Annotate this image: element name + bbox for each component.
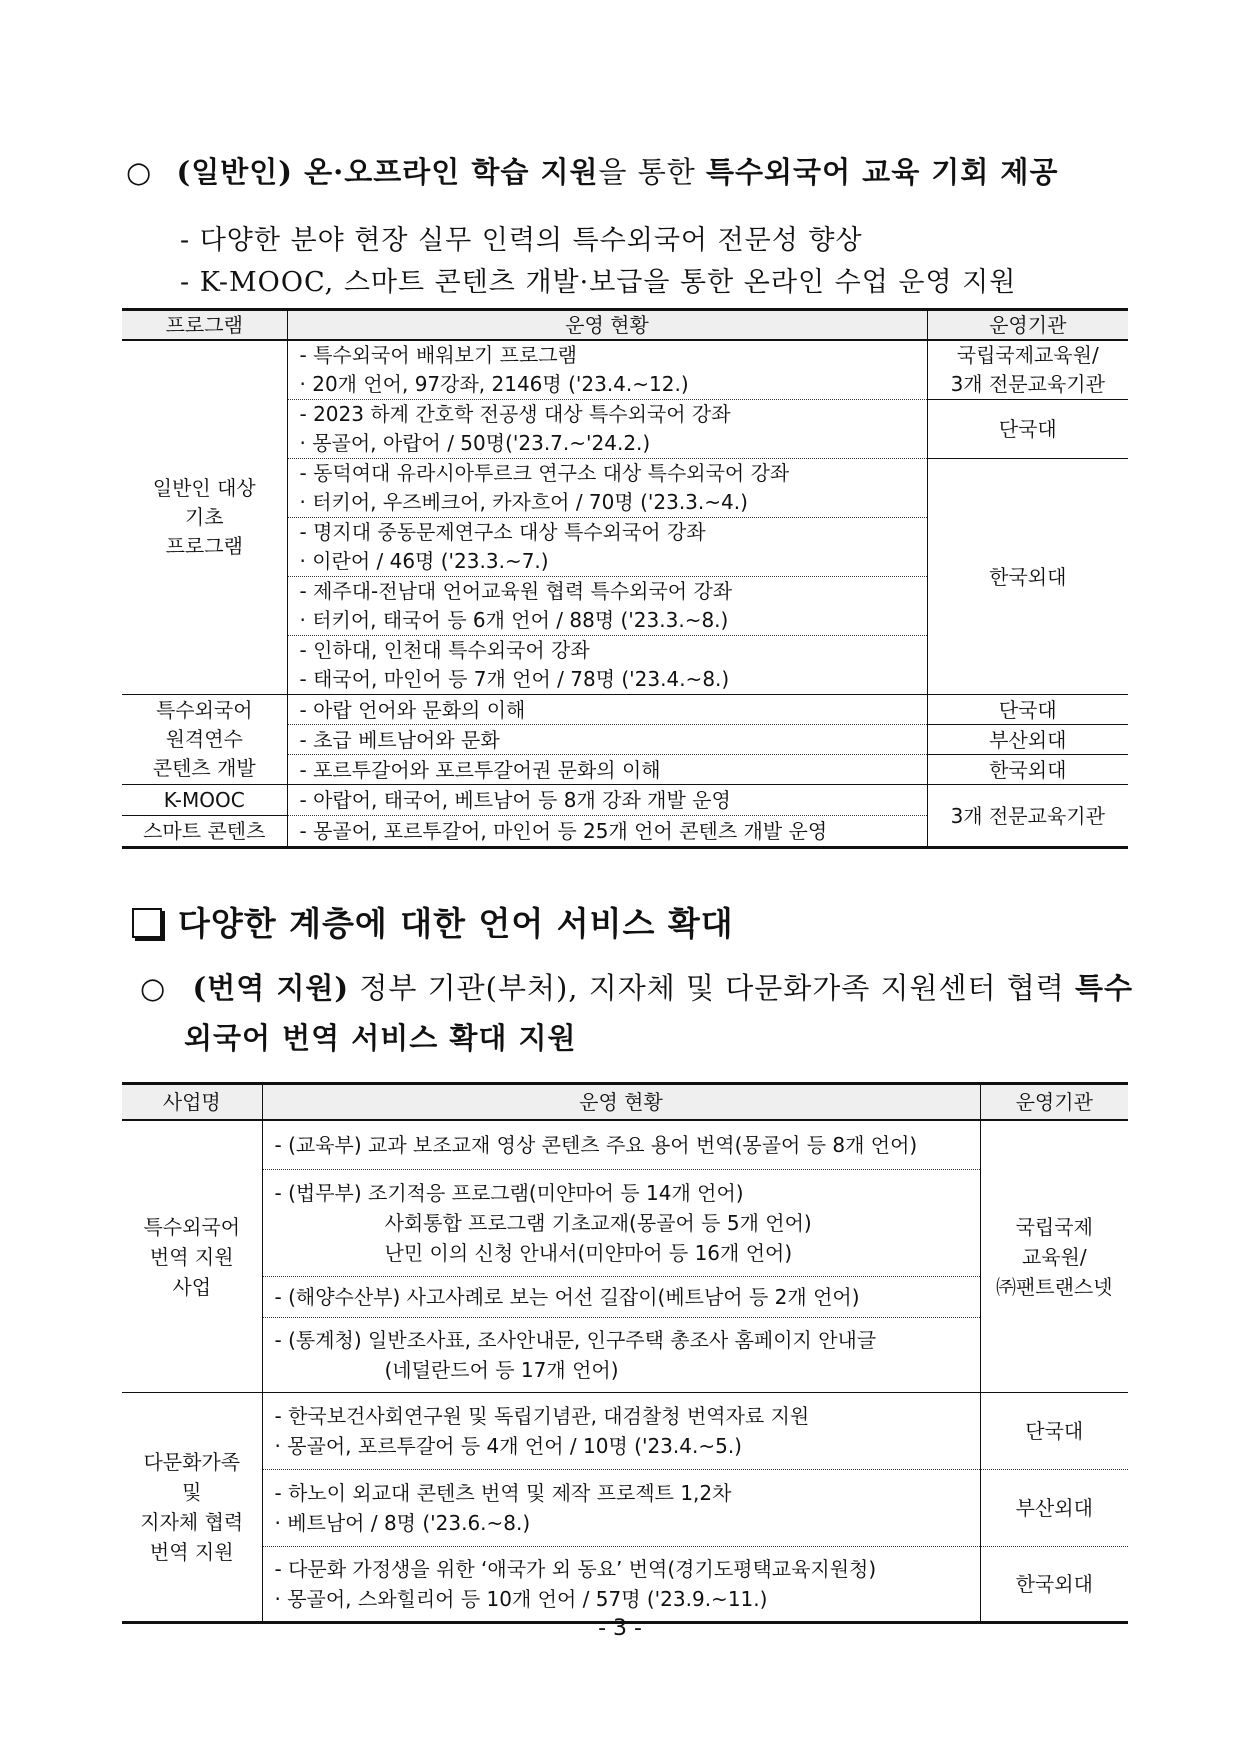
table-row: - 몽골어, 포르투갈어, 마인어 등 25개 언어 콘텐츠 개발 운영: [287, 816, 927, 848]
group-label-translation: 특수외국어 번역 지원 사업: [122, 1120, 262, 1393]
bullet-text: 을 통한: [598, 155, 707, 189]
program-table: [122, 308, 1128, 849]
page-number: - 3 -: [598, 1616, 642, 1641]
bullet-bold-2: 특수외국어 교육 기회 제공: [706, 155, 1059, 189]
org-cell: 부산외대: [927, 725, 1128, 755]
org-cell: 국립국제교육원/ 3개 전문교육기관: [927, 340, 1128, 400]
table-row: - 제주대-전남대 언어교육원 협력 특수외국어 강좌 · 터키어, 태국어 등 6개 언어 / 88명 ('23.3.~8.): [287, 577, 927, 636]
th-status: 운영 현황: [287, 310, 927, 341]
square-bullet-icon: [132, 908, 162, 938]
table-row: - 다문화 가정생을 위한 ‘애국가 외 동요’ 번역(경기도평택교육지원청) · 몽골어, 스와힐리어 등 10개 언어 / 57명 ('23.9.~11.): [262, 1547, 980, 1623]
org-cell: 3개 전문교육기관: [950, 803, 1105, 828]
section1-sub1: - 다양한 분야 현장 실무 인력의 특수외국어 전문성 향상: [180, 225, 863, 256]
org-cell: 단국대: [927, 695, 1128, 725]
org-cell: 한국외대: [927, 459, 1128, 695]
table-row: - 아랍어, 태국어, 베트남어 등 8개 강좌 개발 운영: [287, 785, 927, 816]
table-row: - 초급 베트남어와 문화: [287, 725, 927, 755]
org-cell: 부산외대: [980, 1470, 1128, 1547]
table-row: - (통계청) 일반조사표, 조사안내문, 인구주택 총조사 홈페이지 안내글 (네덜란드어 등 17개 언어): [262, 1318, 980, 1393]
th-status: 운영 현황: [262, 1084, 980, 1121]
bullet-marker: ○: [140, 971, 167, 1005]
table-row: - (해양수산부) 사고사례로 보는 어선 길잡이(베트남어 등 2개 언어): [262, 1277, 980, 1318]
table-row: - 아랍 언어와 문화의 이해: [287, 695, 927, 725]
smart-label: 스마트 콘텐츠: [122, 816, 287, 848]
org-cell: 국립국제 교육원/ ㈜팬트랜스넷: [980, 1120, 1128, 1393]
table-row: - 특수외국어 배워보기 프로그램 · 20개 언어, 97강좌, 2146명 ('23.4.~12.): [287, 340, 927, 400]
section1-sub2: - K-MOOC, 스마트 콘텐츠 개발·보급을 통한 온라인 수업 운영 지원: [180, 267, 1017, 298]
kmooc-label: K-MOOC: [122, 785, 287, 816]
table-row: - 하노이 외교대 콘텐츠 번역 및 제작 프로젝트 1,2차 · 베트남어 / 8명 ('23.6.~8.): [262, 1470, 980, 1547]
org-cell: 한국외대: [1015, 1572, 1093, 1596]
table-row: - 포르투갈어와 포르투갈어권 문화의 이해: [287, 755, 927, 785]
th-project: 사업명: [122, 1084, 262, 1121]
table-row: - 2023 하계 간호학 전공생 대상 특수외국어 강좌 · 몽골어, 아랍어 / 50명('23.7.~'24.2.): [287, 400, 927, 459]
table-row: - 동덕여대 유라시아투르크 연구소 대상 특수외국어 강좌 · 터키어, 우즈베크어, 카자흐어 / 70명 ('23.3.~4.): [287, 459, 927, 518]
section2-heading: 다양한 계층에 대한 언어 서비스 확대: [132, 898, 734, 945]
table-row: - 인하대, 인천대 특수외국어 강좌 - 태국어, 마인어 등 7개 언어 / 78명 ('23.4.~8.): [287, 636, 927, 695]
th-org: 운영기관: [927, 310, 1128, 341]
translation-table: [122, 1082, 1128, 1624]
section1-bullet: [126, 150, 1058, 191]
th-program: 프로그램: [122, 310, 287, 341]
group-label-multicultural: 다문화가족 및 지자체 협력 번역 지원: [122, 1393, 262, 1623]
bullet-bold-1: (일반인) 온·오프라인 학습 지원: [176, 155, 599, 189]
table-row: - (법무부) 조기적응 프로그램(미얀마어 등 14개 언어) 사회통합 프로그램 기초교재(몽골어 등 5개 언어) 난민 이의 신청 안내서(미얀마어 등 16개 언어): [262, 1170, 980, 1277]
org-cell: 단국대: [927, 400, 1128, 459]
group-label-remote: 특수외국어 원격연수 콘텐츠 개발: [122, 695, 287, 785]
bullet-marker: ○: [126, 155, 153, 189]
section2-bullet: ○ (번역 지원) 정부 기관(부처), 지자체 및 다문화가족 지원센터 협력 특수: [140, 971, 1134, 1005]
group-label-basic: 일반인 대상 기초 프로그램: [122, 340, 287, 695]
table-row: - 한국보건사회연구원 및 독립기념관, 대검찰청 번역자료 지원 · 몽골어, 포르투갈어 등 4개 언어 / 10명 ('23.4.~5.): [262, 1393, 980, 1470]
th-org: 운영기관: [980, 1084, 1128, 1121]
org-cell: 한국외대: [927, 755, 1128, 785]
table-row: - (교육부) 교과 보조교재 영상 콘텐츠 주요 용어 번역(몽골어 등 8개 언어): [262, 1120, 980, 1170]
section2-bullet-cont: 외국어 번역 서비스 확대 지원: [184, 1021, 577, 1055]
org-cell: 단국대: [980, 1393, 1128, 1470]
table-row: - 명지대 중동문제연구소 대상 특수외국어 강좌 · 이란어 / 46명 ('23.3.~7.): [287, 518, 927, 577]
